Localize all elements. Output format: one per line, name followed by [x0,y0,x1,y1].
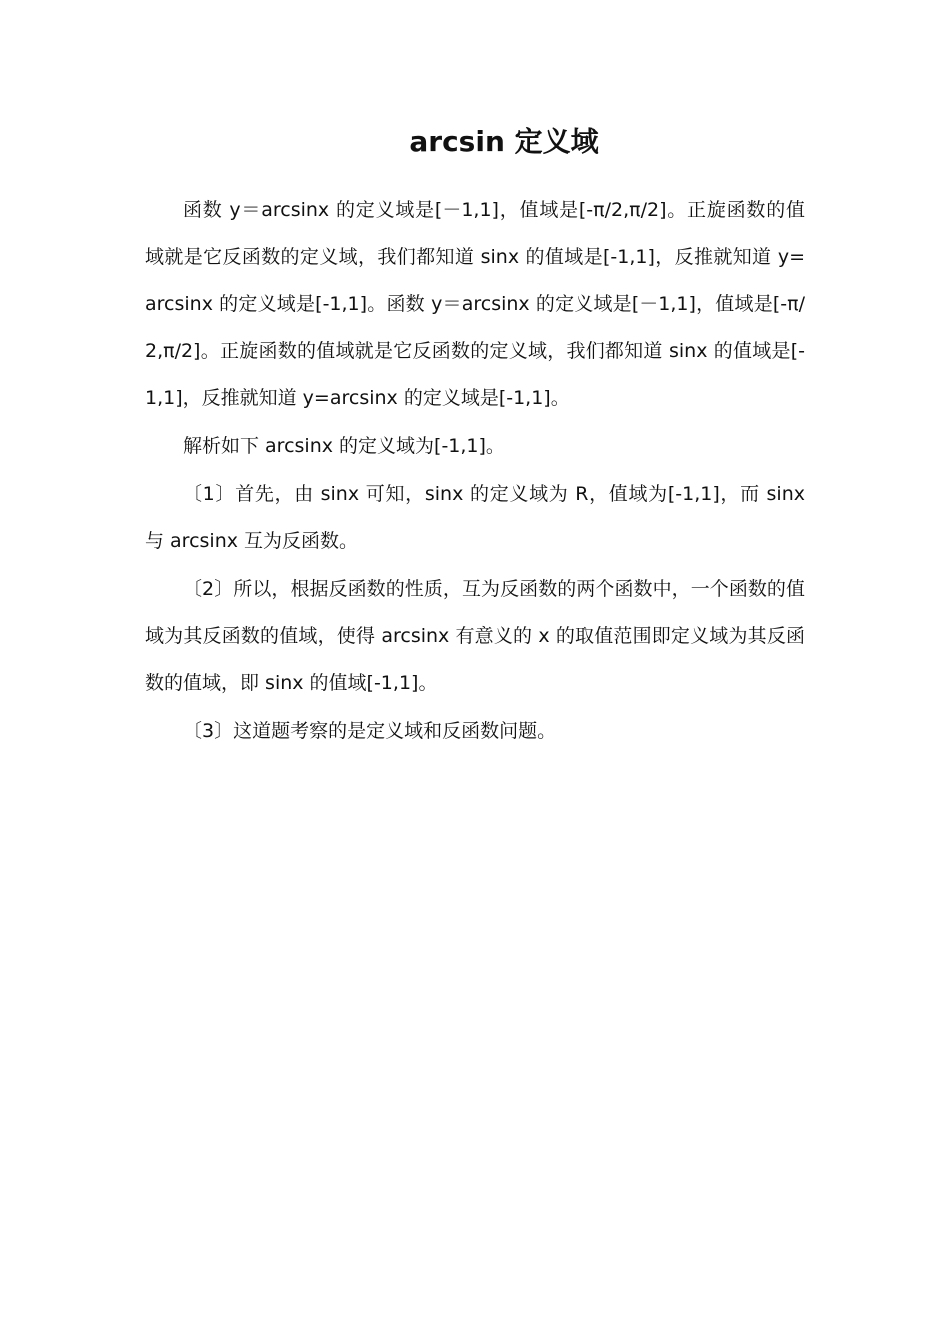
paragraph-definition: 函数 y＝arcsinx 的定义域是[－1,1]，值域是[-π/2,π/2]。正旋函数的值域就是它反函数的定义域，我们都知道 sinx 的值域是[-1,1]，反推就知道 y=arcsinx 的定义域是[-1,1]。函数 y＝arcsinx 的定义域是[－1,1]，值域是[-π/2,π/2]。正旋函数的值域就是它反函数的定义域，我们都知道 sinx 的值域是[-1,1]，反推就知道 y=arcsinx 的定义域是[-1,1]。 [145,199,805,409]
paragraph-step-3: 〔3〕这道题考察的是定义域和反函数问题。 [183,720,557,742]
document-body [145,187,805,756]
paragraph-step-2: 〔2〕所以，根据反函数的性质，互为反函数的两个函数中，一个函数的值域为其反函数的值域，使得 arcsinx 有意义的 x 的取值范围即定义域为其反函数的值域，即 sinx 的值域[-1,1]。 [145,578,805,694]
paragraph-step-1: 〔1〕首先，由 sinx 可知，sinx 的定义域为 R，值域为[-1,1]，而 sinx 与 arcsinx 互为反函数。 [145,483,805,552]
paragraph-analysis-intro: 解析如下 arcsinx 的定义域为[-1,1]。 [183,435,505,457]
document-title: arcsin 定义域 [409,125,599,158]
